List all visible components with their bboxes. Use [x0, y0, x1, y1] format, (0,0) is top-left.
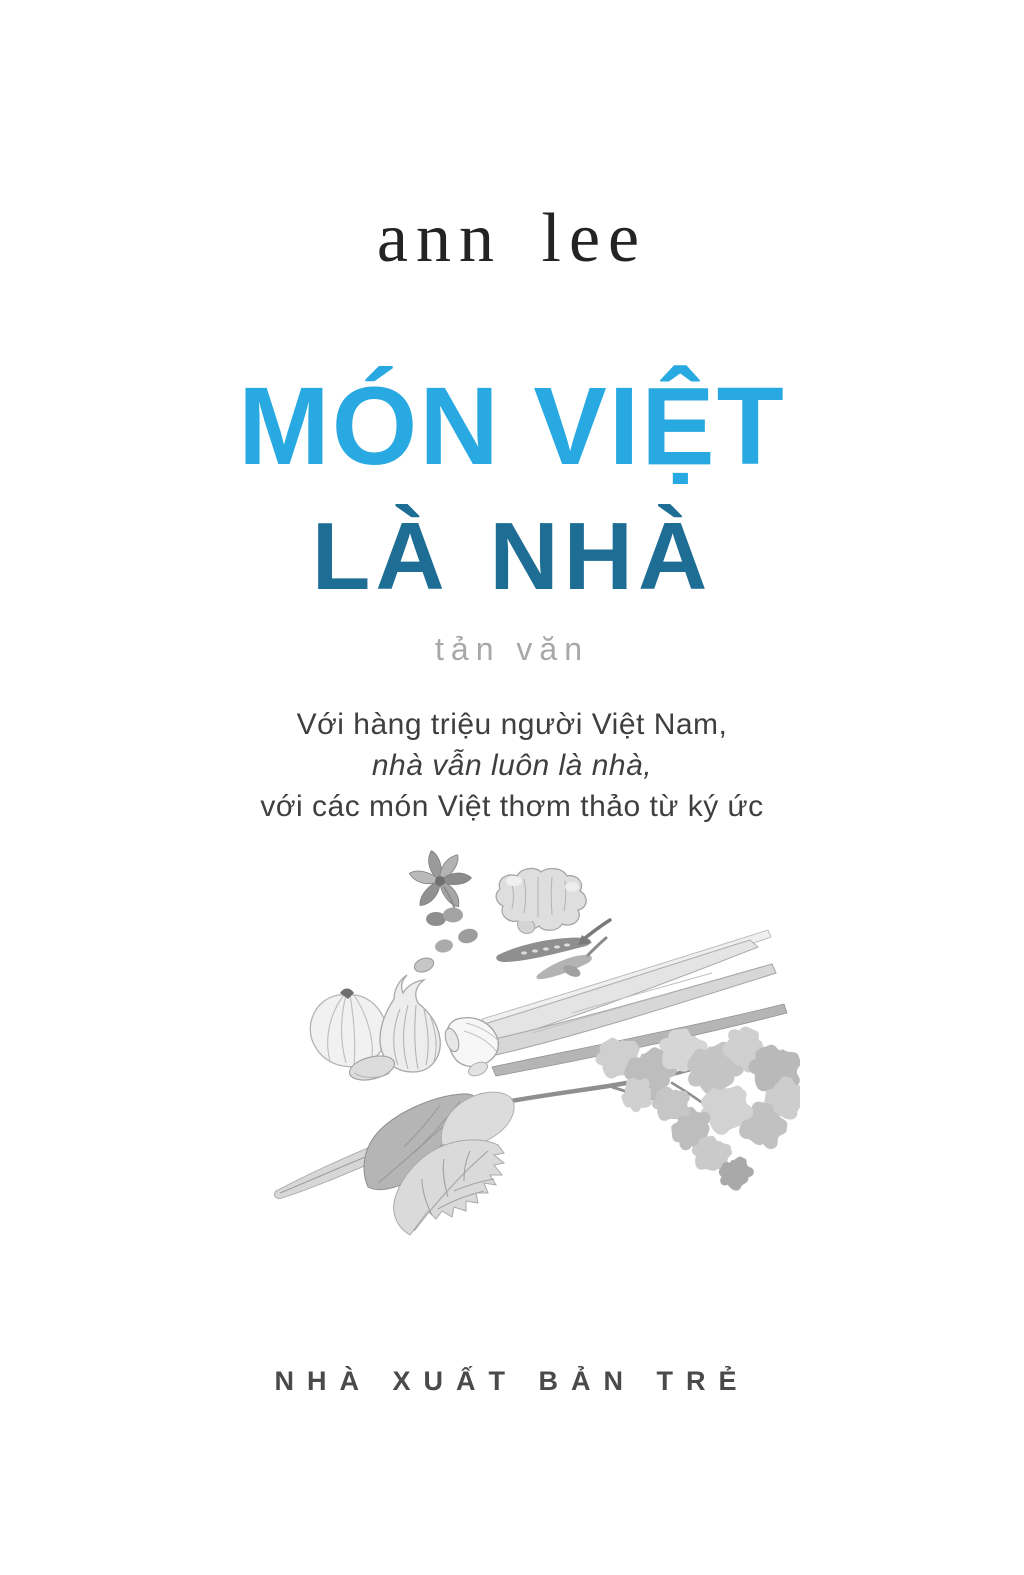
publisher-imprint: NHÀ XUẤT BẢN TRẺ — [274, 1366, 750, 1396]
star-anise-icon — [408, 850, 472, 913]
garlic-icon — [310, 975, 440, 1084]
perilla-leaves-icon — [274, 1092, 514, 1235]
tagline-line1: Với hàng triệu người Việt Nam, — [296, 708, 728, 741]
tagline-line3: với các món Việt thơm thảo từ ký ức — [260, 790, 764, 823]
ginger-icon — [496, 869, 586, 934]
seeds-icon — [412, 908, 479, 975]
author-name: ann lee — [376, 200, 648, 277]
book-title-line1: MÓN VIỆT — [238, 365, 786, 488]
genre-label: tản văn — [435, 631, 589, 667]
book-title-line2: LÀ NHÀ — [311, 503, 713, 610]
tagline — [0, 704, 1024, 827]
ingredients-illustration — [272, 843, 800, 1243]
tagline-line2: nhà vẫn luôn là nhà, — [371, 749, 653, 782]
